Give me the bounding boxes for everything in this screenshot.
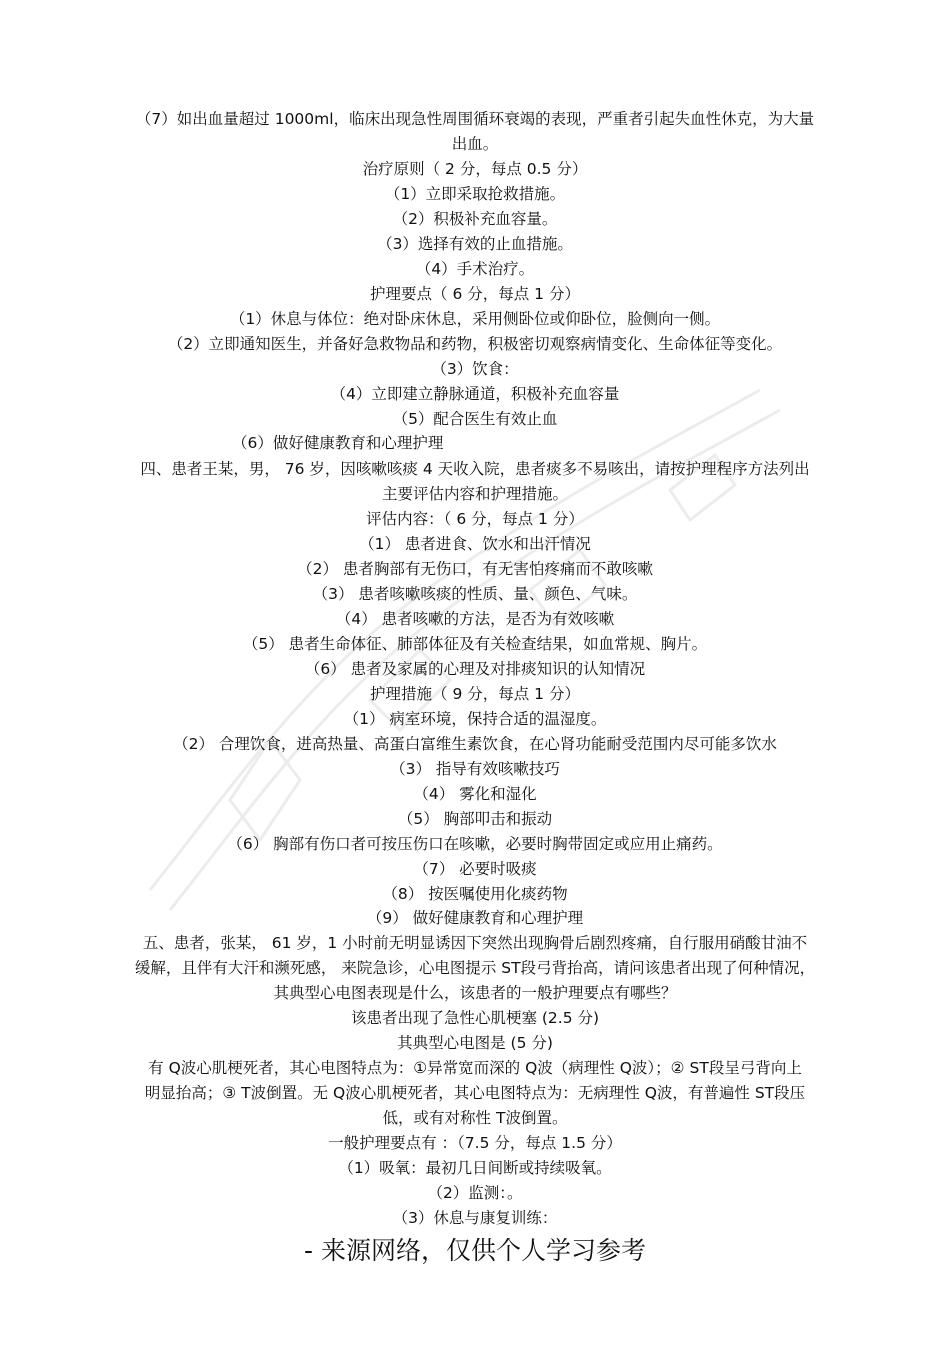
list-item: （5） 患者生命体征、肺部体征及有关检查结果，如血常规、胸片。	[242, 635, 708, 653]
list-item: （2）积极补充血容量。	[392, 210, 558, 228]
section-heading: 治疗原则（ 2 分，每点 0.5 分）	[362, 160, 588, 178]
list-item: （7） 必要时吸痰	[413, 860, 537, 878]
list-item: （6） 胸部有伤口者可按压伤口在咳嗽，必要时胸带固定或应用止痛药。	[227, 835, 723, 853]
list-item: （1）吸氧：最初几日间断或持续吸氧。	[338, 1159, 612, 1177]
list-item: （1）休息与体位：绝对卧床休息，采用侧卧位或仰卧位，脸侧向一侧。	[229, 310, 721, 328]
question-heading: 缓解，且伴有大汗和濒死感， 来院急诊，心电图提示 ST段弓背抬高，请问该患者出现了何种情况，	[134, 959, 816, 977]
question-heading: 五、患者，张某， 61 岁，1 小时前无明显诱因下突然出现胸骨后剧烈疼痛，自行服用硝酸甘油不	[142, 934, 808, 952]
text-line: 出血。	[451, 135, 499, 153]
list-item: （3）休息与康复训练：	[392, 1209, 558, 1227]
list-item: （6）做好健康教育和心理护理	[232, 434, 444, 452]
list-item: （8） 按医嘱使用化痰药物	[382, 885, 568, 903]
answer-line: 其典型心电图是 (5 分)	[397, 1034, 553, 1052]
list-item: （5）配合医生有效止血	[392, 410, 558, 428]
footer-note: - 来源网络，仅供个人学习参考	[304, 1236, 646, 1265]
answer-line: 有 Q波心肌梗死者，其心电图特点为：①异常宽而深的 Q波（病理性 Q波）；② ST段呈弓背向上	[148, 1059, 802, 1077]
list-item: （4） 患者咳嗽的方法，是否为有效咳嗽	[335, 610, 615, 628]
list-item: （2） 患者胸部有无伤口，有无害怕疼痛而不敢咳嗽	[297, 560, 653, 578]
question-heading: 四、患者王某，男， 76 岁，因咳嗽咳痰 4 天收入院，患者痰多不易咳出，请按护理程序方法列出	[140, 460, 810, 478]
section-heading: 护理要点（ 6 分，每点 1 分）	[370, 285, 580, 303]
list-item: （3） 患者咳嗽咳痰的性质、量、颜色、气味。	[312, 585, 638, 603]
question-heading: 其典型心电图表现是什么，该患者的一般护理要点有哪些？	[273, 984, 677, 1002]
list-item: （2）监测：。	[427, 1184, 523, 1202]
list-item: （4） 雾化和湿化	[413, 785, 537, 803]
list-item: （4）立即建立静脉通道，积极补充血容量	[330, 385, 620, 403]
list-item: （1）立即采取抢救措施。	[384, 185, 566, 203]
answer-line: 低，或有对称性 T波倒置。	[382, 1109, 568, 1127]
question-heading: 主要评估内容和护理措施。	[381, 485, 568, 503]
text-line: （7）如出血量超过 1000ml，临床出现急性周围循环衰竭的表现，严重者引起失血性休克，为大量	[135, 110, 815, 128]
list-item: （1） 患者进食、饮水和出汗情况	[359, 535, 591, 553]
section-heading: 护理措施（ 9 分，每点 1 分）	[370, 685, 580, 703]
list-item: （2） 合理饮食，进高热量、高蛋白富维生素饮食，在心肾功能耐受范围内尽可能多饮水	[173, 735, 777, 753]
list-item: （1） 病室环境，保持合适的温湿度。	[343, 710, 607, 728]
section-heading: 评估内容：（ 6 分，每点 1 分）	[366, 510, 584, 528]
list-item: （9） 做好健康教育和心理护理	[366, 909, 584, 927]
list-item: （4）手术治疗。	[415, 260, 535, 278]
list-item: （3）选择有效的止血措施。	[377, 235, 573, 253]
list-item: （3）饮食：	[431, 360, 519, 378]
answer-line: 明显抬高；③ T波倒置。无 Q波心肌梗死者，其心电图特点为：无病理性 Q波，有普遍性 ST段压	[144, 1084, 806, 1102]
answer-line: 该患者出现了急性心肌梗塞 (2.5 分)	[350, 1009, 600, 1027]
list-item: （5） 胸部叩击和振动	[397, 810, 553, 828]
list-item: （6） 患者及家属的心理及对排痰知识的认知情况	[304, 660, 646, 678]
section-heading: 一般护理要点有 ：（7.5 分，每点 1.5 分）	[328, 1134, 622, 1152]
list-item: （3） 指导有效咳嗽技巧	[390, 760, 560, 778]
list-item: （2）立即通知医生，并备好急救物品和药物，积极密切观察病情变化、生命体征等变化。	[167, 335, 783, 353]
